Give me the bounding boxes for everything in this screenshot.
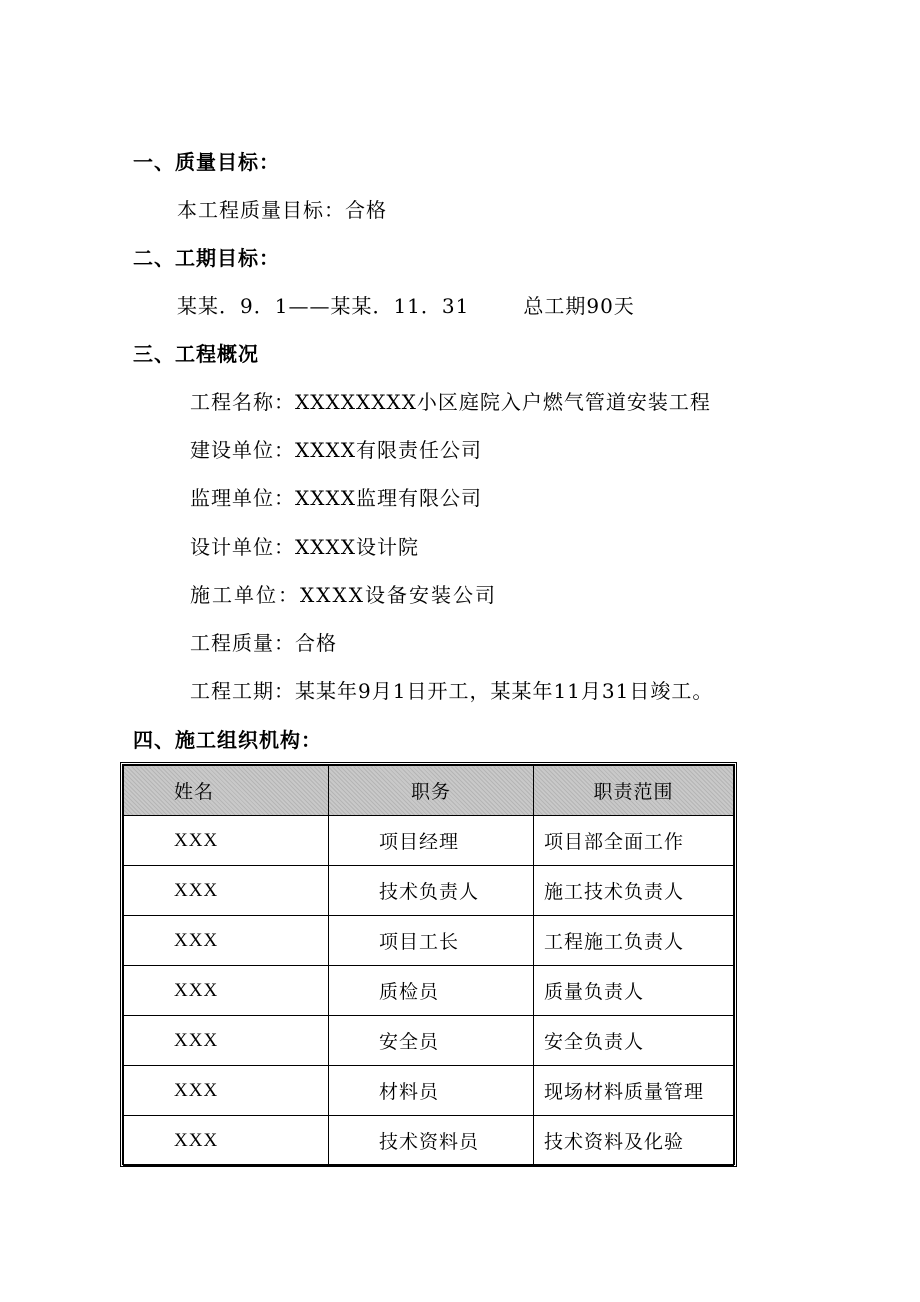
table-row bbox=[124, 1066, 734, 1116]
overview-supervisor: 监理单位：XXXX监理有限公司 bbox=[190, 486, 482, 510]
cell-name: XXX bbox=[124, 1016, 329, 1066]
table-header-row bbox=[124, 766, 734, 816]
overview-owner: 建设单位：XXXX有限责任公司 bbox=[190, 438, 482, 462]
overview-designer: 设计单位：XXXX设计院 bbox=[190, 535, 419, 559]
header-responsibility: 职责范围 bbox=[534, 766, 734, 816]
cell-position: 技术负责人 bbox=[329, 866, 534, 916]
schedule-range: 某某．9．1——某某．11．31 bbox=[177, 294, 470, 318]
overview-contractor: 施工单位：XXXX设备安装公司 bbox=[190, 583, 497, 607]
cell-position: 质检员 bbox=[329, 966, 534, 1016]
cell-name: XXX bbox=[124, 916, 329, 966]
section-heading-quality: 一、质量目标： bbox=[133, 150, 280, 174]
table-row bbox=[124, 1116, 734, 1166]
cell-name: XXX bbox=[124, 866, 329, 916]
cell-position: 技术资料员 bbox=[329, 1116, 534, 1166]
quality-goal-text: 本工程质量目标：合格 bbox=[177, 198, 387, 222]
schedule-total: 总工期90天 bbox=[523, 294, 635, 318]
overview-project-name: 工程名称：XXXXXXXX小区庭院入户燃气管道安装工程 bbox=[190, 390, 711, 414]
cell-responsibility: 质量负责人 bbox=[534, 966, 734, 1016]
cell-responsibility: 施工技术负责人 bbox=[534, 866, 734, 916]
schedule-line bbox=[177, 294, 635, 318]
section-heading-organization: 四、施工组织机构： bbox=[133, 728, 322, 752]
cell-position: 安全员 bbox=[329, 1016, 534, 1066]
table-row bbox=[124, 866, 734, 916]
cell-position: 材料员 bbox=[329, 1066, 534, 1116]
table-row bbox=[124, 916, 734, 966]
header-name: 姓名 bbox=[124, 766, 329, 816]
cell-name: XXX bbox=[124, 1116, 329, 1166]
overview-quality: 工程质量：合格 bbox=[190, 631, 337, 655]
organization-table bbox=[120, 762, 737, 1167]
cell-responsibility: 技术资料及化验 bbox=[534, 1116, 734, 1166]
cell-name: XXX bbox=[124, 1066, 329, 1116]
section-heading-overview: 三、工程概况 bbox=[133, 342, 259, 366]
cell-name: XXX bbox=[124, 816, 329, 866]
cell-responsibility: 安全负责人 bbox=[534, 1016, 734, 1066]
cell-position: 项目经理 bbox=[329, 816, 534, 866]
cell-responsibility: 工程施工负责人 bbox=[534, 916, 734, 966]
header-position: 职务 bbox=[329, 766, 534, 816]
table-row bbox=[124, 1016, 734, 1066]
table-row bbox=[124, 816, 734, 866]
cell-name: XXX bbox=[124, 966, 329, 1016]
section-heading-schedule: 二、工期目标： bbox=[133, 246, 280, 270]
overview-duration: 工程工期：某某年9月1日开工，某某年11月31日竣工。 bbox=[190, 679, 714, 703]
cell-responsibility: 现场材料质量管理 bbox=[534, 1066, 734, 1116]
cell-responsibility: 项目部全面工作 bbox=[534, 816, 734, 866]
table-row bbox=[124, 966, 734, 1016]
cell-position: 项目工长 bbox=[329, 916, 534, 966]
